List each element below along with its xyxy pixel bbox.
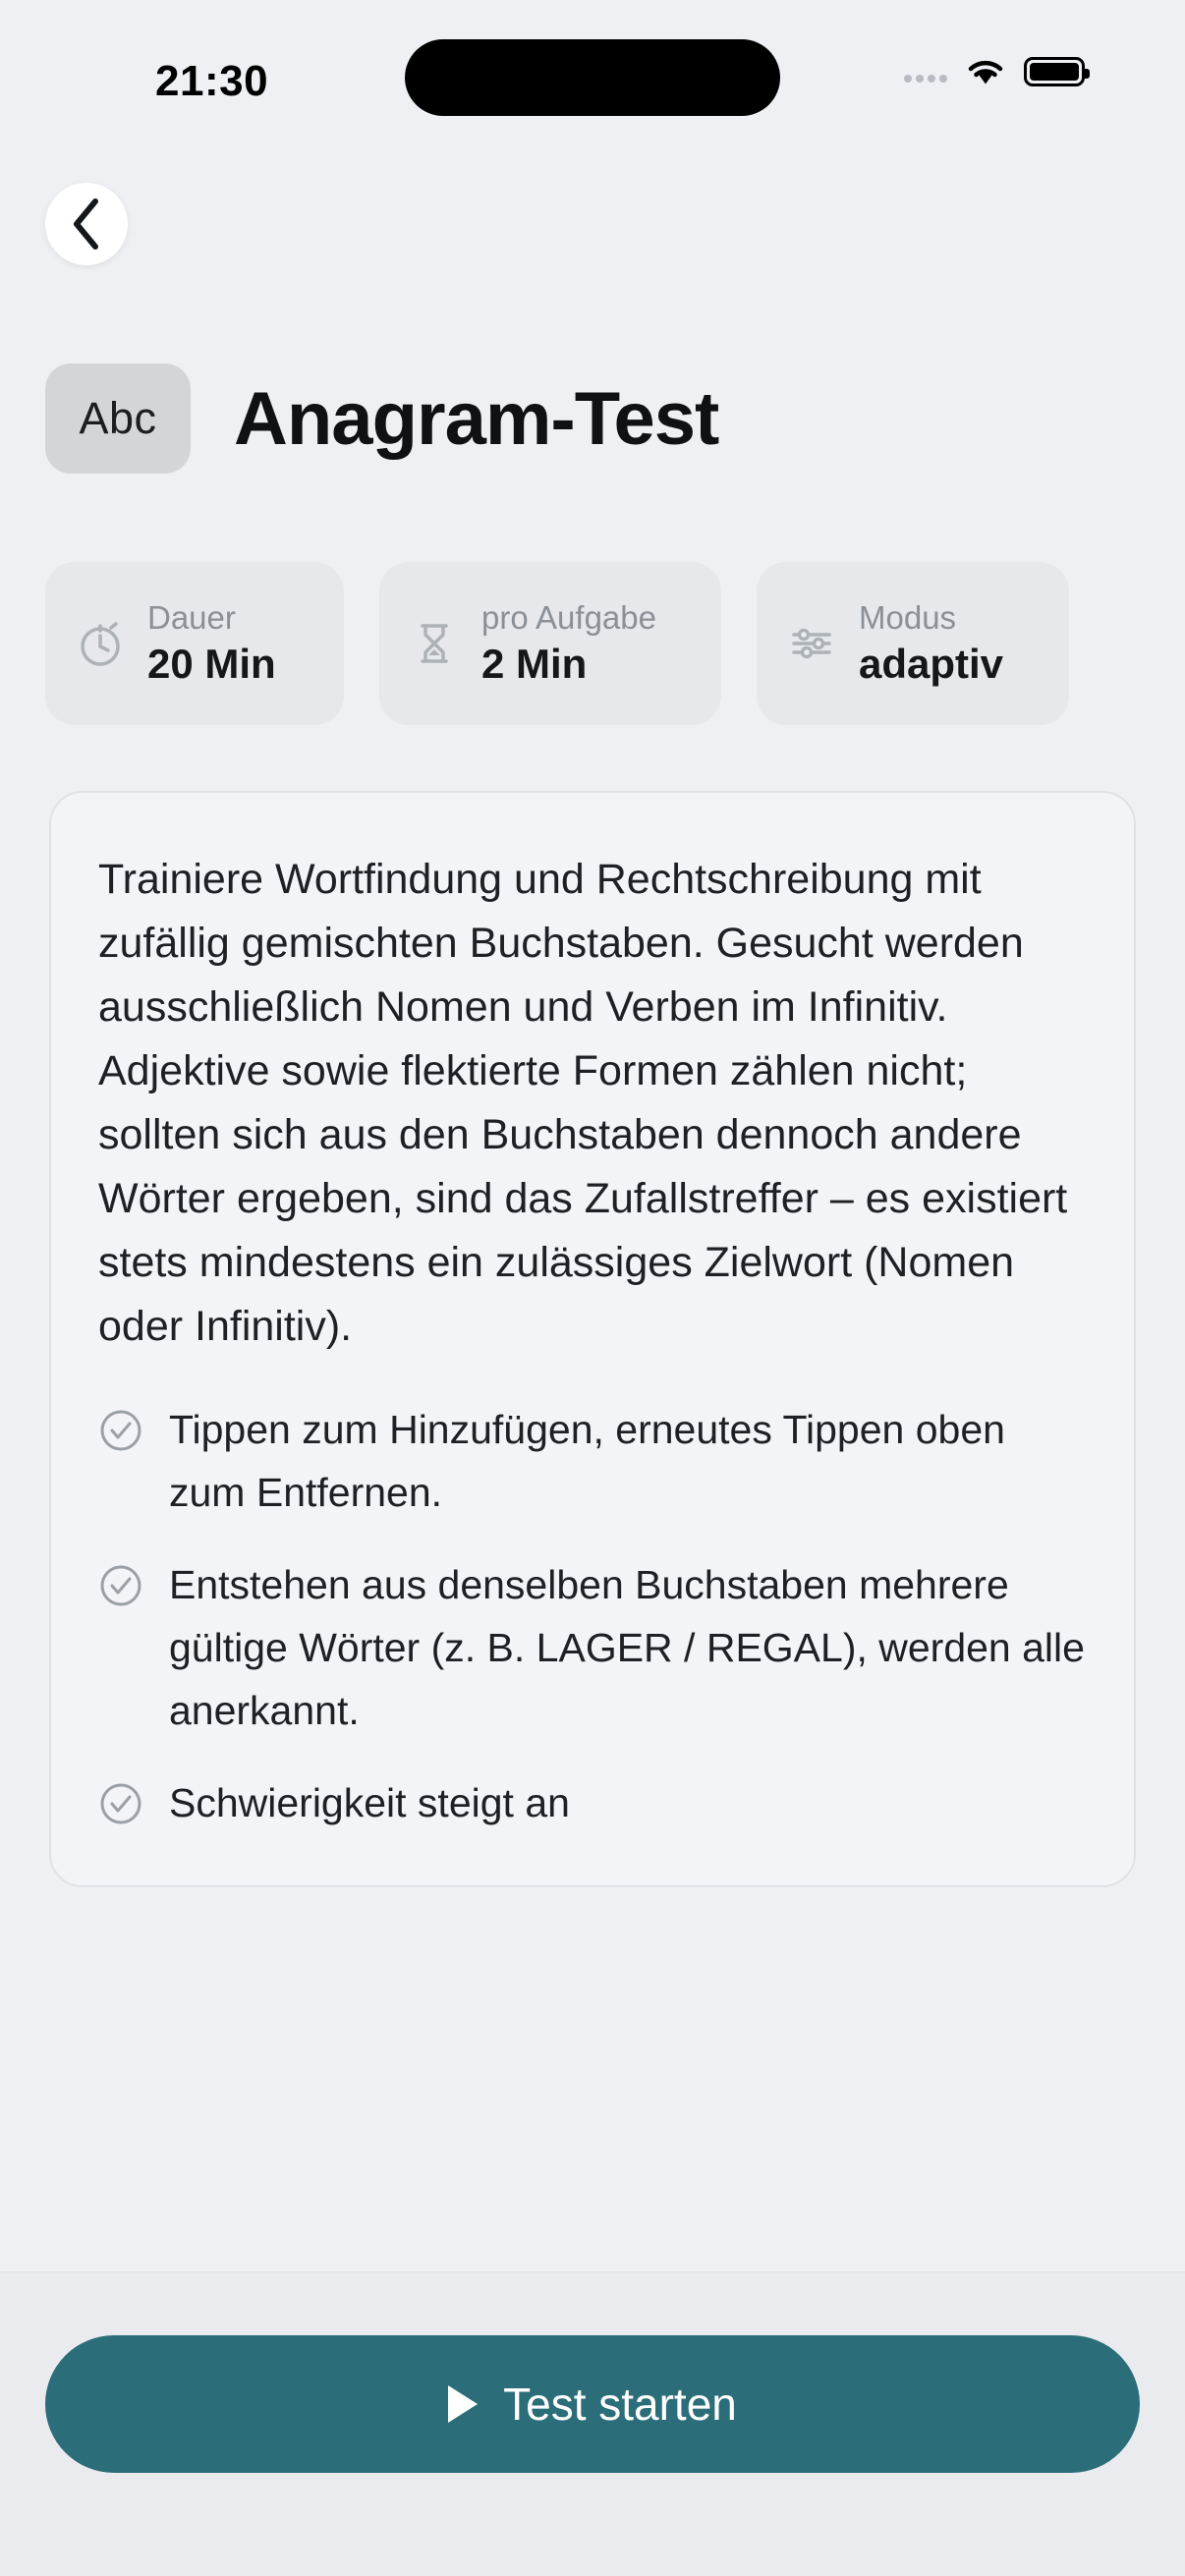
info-card [49,791,1136,1887]
chip-per-task [379,562,721,725]
bullet-list [98,1398,1087,1834]
wifi-icon [965,57,1006,86]
start-test-label: Test starten [503,2379,737,2430]
list-item [98,1771,1087,1834]
hourglass-icon [409,618,460,669]
status-time: 21:30 [155,57,269,105]
description-text: Trainiere Wortfindung und Rechtschreibung mit zufällig gemischten Buchstaben. Gesucht werden ausschließlich Nomen und Verben im Infinitiv. Adjektive sowie flektierte Formen zählen nicht; sollten sich aus den Buchstaben dennoch andere Wörter ergeben, sind das Zufallstreffer – es existiert stets mindestens ein zulässiges Zielwort (Nomen oder Infinitiv). [98,856,1068,1350]
page-header [45,364,718,474]
start-test-button[interactable] [45,2335,1140,2473]
status-bar [0,0,1185,147]
dynamic-island [405,39,780,116]
bottom-bar [0,2271,1185,2576]
page-title: Anagram-Test [234,376,719,461]
check-circle-icon [98,1781,143,1826]
chip-mode-value: adaptiv [859,641,1004,687]
chip-duration-label: Dauer [147,599,236,636]
bullet-text: Entstehen aus denselben Buchstaben mehrere gültige Wörter (z. B. LAGER / REGAL), werden alle anerkannt. [169,1562,1085,1733]
bullet-text: Schwierigkeit steigt an [169,1780,570,1825]
sliders-icon [786,618,837,669]
back-button[interactable] [45,183,128,265]
play-icon [448,2385,478,2423]
list-item [98,1398,1087,1524]
chip-per-task-value: 2 Min [481,641,588,687]
chip-duration-value: 20 Min [147,641,276,687]
check-circle-icon [98,1563,143,1608]
status-indicators [904,57,1085,86]
bullet-text: Tippen zum Hinzufügen, erneutes Tippen oben zum Entfernen. [169,1407,1005,1515]
stat-chips [45,562,1069,725]
check-circle-icon [98,1408,143,1453]
chip-mode-label: Modus [859,599,957,636]
list-item [98,1553,1087,1742]
chip-mode [757,562,1069,725]
chevron-left-icon [69,196,104,252]
stopwatch-icon [75,618,126,669]
abc-badge: Abc [45,364,191,474]
battery-full-icon [1024,57,1085,86]
chip-duration [45,562,344,725]
chip-per-task-label: pro Aufgabe [481,599,656,636]
signal-dots-icon [904,61,947,83]
